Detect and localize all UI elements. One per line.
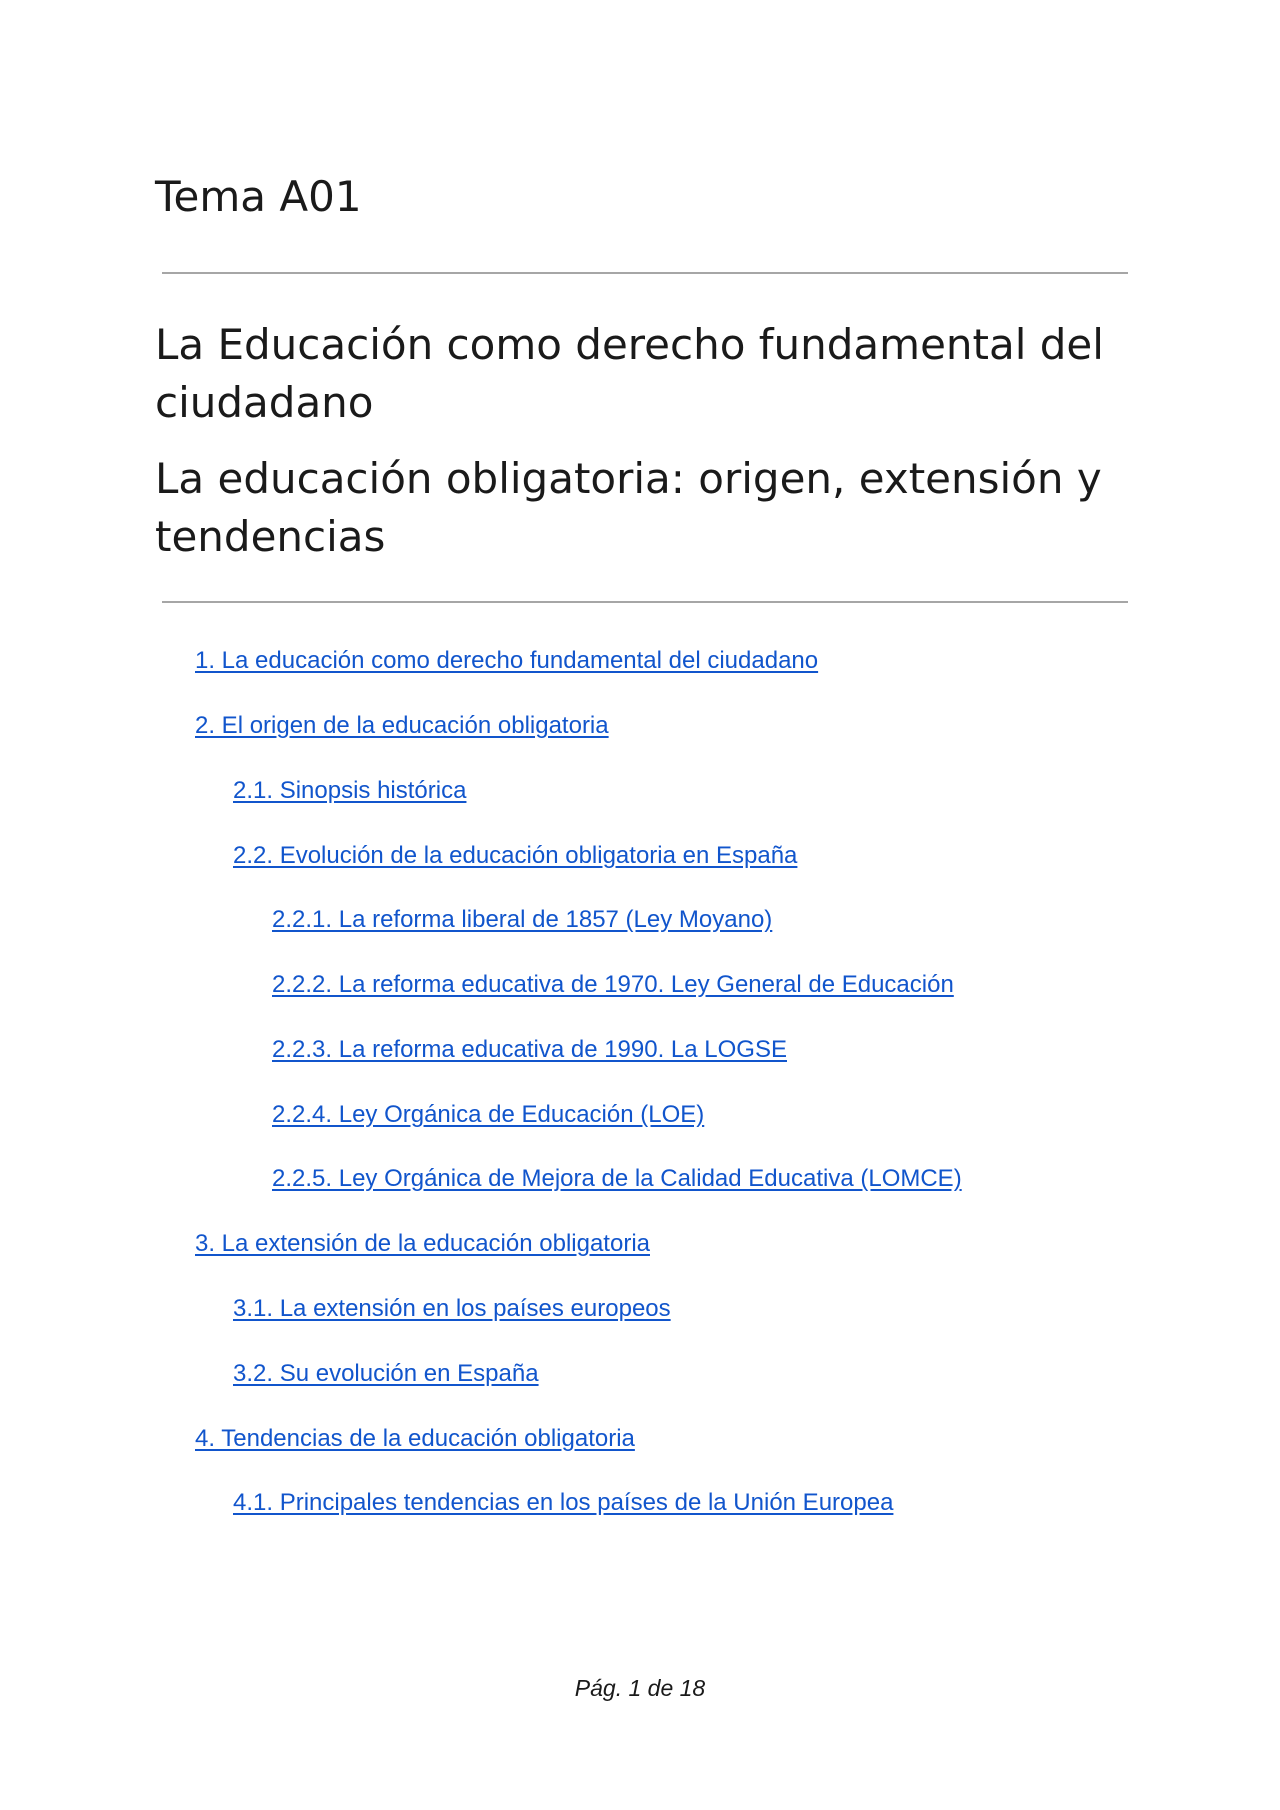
toc-link[interactable]: 2.2.4. Ley Orgánica de Educación (LOE)	[272, 1101, 705, 1128]
toc-item	[272, 1164, 962, 1194]
toc-item	[233, 1359, 539, 1389]
toc-item	[272, 1035, 787, 1065]
toc-item	[272, 970, 954, 1000]
toc-item	[233, 1294, 671, 1324]
toc-item	[233, 841, 797, 871]
toc-item	[195, 1424, 635, 1454]
toc-link[interactable]: 3.2. Su evolución en España	[233, 1360, 539, 1387]
toc-link[interactable]: 2.2.3. La reforma educativa de 1990. La LOGSE	[272, 1036, 787, 1063]
document-subtitle: La Educación como derecho fundamental del ciudadano	[155, 320, 1104, 427]
toc-link[interactable]: 1. La educación como derecho fundamental del ciudadano	[195, 647, 819, 674]
toc-link[interactable]: 2.2. Evolución de la educación obligatoria en España	[233, 842, 798, 869]
toc-link[interactable]: 2.2.5. Ley Orgánica de Mejora de la Calidad Educativa (LOMCE)	[272, 1165, 962, 1192]
toc-item	[233, 1488, 893, 1518]
toc-link[interactable]: 4.1. Principales tendencias en los países de la Unión Europea	[233, 1489, 894, 1516]
toc-item	[195, 711, 609, 741]
document-subtitle: La educación obligatoria: origen, extensión y tendencias	[155, 454, 1102, 561]
toc-link[interactable]: 2.1. Sinopsis histórica	[233, 777, 467, 804]
document-title: Tema A01	[155, 172, 362, 221]
toc-item	[272, 1100, 704, 1130]
toc-link[interactable]: 2.2.1. La reforma liberal de 1857 (Ley Moyano)	[272, 906, 773, 933]
page-number: Pág. 1 de 18	[574, 1675, 706, 1701]
toc-link[interactable]: 2. El origen de la educación obligatoria	[195, 712, 609, 739]
toc-item	[233, 776, 466, 806]
toc-link[interactable]: 2.2.2. La reforma educativa de 1970. Ley General de Educación	[272, 971, 954, 998]
toc-link[interactable]: 4. Tendencias de la educación obligatoria	[195, 1425, 635, 1452]
toc-link[interactable]: 3.1. La extensión en los países europeos	[233, 1295, 671, 1322]
toc-item	[195, 1229, 650, 1259]
divider	[162, 272, 1128, 274]
divider	[162, 601, 1128, 603]
toc-item	[272, 905, 772, 935]
toc-item	[195, 646, 818, 676]
toc-link[interactable]: 3. La extensión de la educación obligatoria	[195, 1230, 650, 1257]
